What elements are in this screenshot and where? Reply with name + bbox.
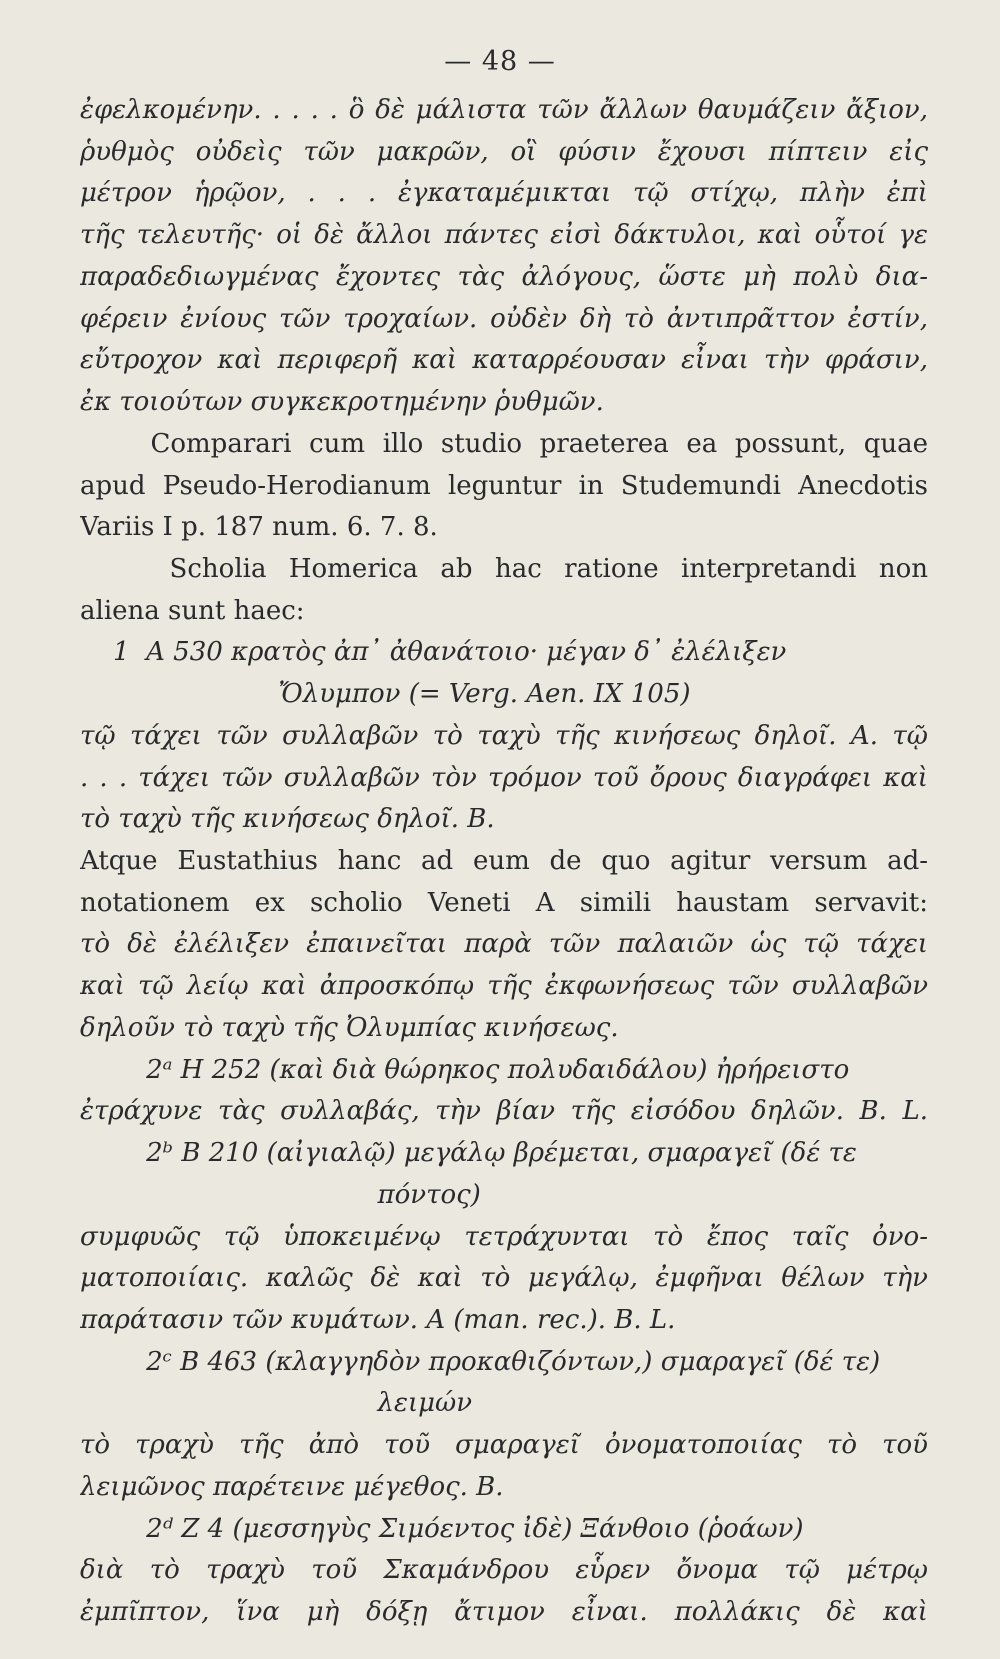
text-line: τὸ δὲ ἐλέλιξεν ἐπαινεῖται παρὰ τῶν παλαιῶν ὡς τῷ τάχει [80,929,928,959]
text-line: εὔτροχον καὶ περιφερῆ καὶ καταρρέουσαν εἶναι τὴν φράσιν, [80,345,928,375]
text-line: apud Pseudo-Herodianum leguntur in Studemundi Anecdotis [80,471,928,501]
text-line: Comparari cum illo studio praeterea ea possunt, quae [80,429,928,459]
text-line: τὸ τραχὺ τῆς ἀπὸ τοῦ σμαραγεῖ ὀνοματοποιίας τὸ τοῦ [80,1430,928,1460]
text-line: τῷ τάχει τῶν συλλαβῶν τὸ ταχὺ τῆς κινήσεως δηλοῖ. A. τῷ [80,721,928,751]
text-line: Ὄλυμπον (= Verg. Aen. IX 105) [80,679,691,709]
text-line: . . . τάχει τῶν συλλαβῶν τὸν τρόμον τοῦ ὄρους διαγράφει καὶ [80,763,928,793]
text-line: ἐκ τοιούτων συγκεκροτημένην ῥυθμῶν. [80,387,604,417]
text-line: τὸ ταχὺ τῆς κινήσεως δηλοῖ. B. [80,804,495,834]
text-line: παράτασιν τῶν κυμάτων. A (man. rec.). B. L. [80,1305,676,1335]
text-line: 2ᶜ Β 463 (κλαγγηδὸν προκαθιζόντων,) σμαραγεῖ (δέ τε) [80,1347,881,1377]
text-line: ἐμπῖπτον, ἵνα μὴ δόξῃ ἄτιμον εἶναι. πολλάκις δὲ καὶ [80,1597,928,1627]
text-line: ἐφελκομένην. . . . . ὃ δὲ μάλιστα τῶν ἄλλων θαυμάζειν ἄξιον, [80,95,928,125]
text-line: aliena sunt haec: [80,596,305,626]
text-line: 1 Α 530 κρατὸς ἀπ᾽ ἀθανάτοιο· μέγαν δ᾽ ἐλέλιξεν [80,637,787,667]
page-number: — 48 — [444,46,556,77]
text-line: λειμών [80,1388,473,1418]
text-line: καὶ τῷ λείῳ καὶ ἀπροσκόπῳ τῆς ἐκφωνήσεως τῶν συλλαβῶν [80,971,928,1001]
text-line: διὰ τὸ τραχὺ τοῦ Σκαμάνδρου εὗρεν ὄνομα τῷ μέτρῳ [80,1555,928,1585]
text-line: ματοποιίαις. καλῶς δὲ καὶ τὸ μεγάλῳ, ἐμφῆναι θέλων τὴν [80,1263,928,1293]
text-line: 2ᵃ Η 252 (καὶ διὰ θώρηκος πολυδαιδάλου) ἠρήρειστο [80,1055,850,1085]
text-line: λειμῶνος παρέτεινε μέγεθος. B. [80,1472,504,1502]
text-line: μέτρον ἡρῷον, . . . ἐγκαταμέμικται τῷ στίχῳ, πλὴν ἐπὶ [80,178,928,208]
text-line: παραδεδιωγμένας ἔχοντες τὰς ἀλόγους, ὥστε μὴ πολὺ δια- [80,262,928,292]
text-line: ῥυθμὸς οὐδεὶς τῶν μακρῶν, οἳ φύσιν ἔχουσι πίπτειν εἰς [80,137,928,167]
text-line: τῆς τελευτῆς· οἱ δὲ ἄλλοι πάντες εἰσὶ δάκτυλοι, καὶ οὗτοί γε [80,220,928,250]
text-line: Variis I p. 187 num. 6. 7. 8. [80,512,438,542]
text-line: Scholia Homerica ab hac ratione interpretandi non [80,554,928,584]
text-line: 2ᵇ Β 210 (αἰγιαλῷ) μεγάλῳ βρέμεται, σμαραγεῖ (δέ τε [80,1138,857,1168]
text-line: φέρειν ἐνίους τῶν τροχαίων. οὐδὲν δὴ τὸ ἀντιπρᾶττον ἐστίν, [80,304,928,334]
text-line: πόντος) [80,1180,481,1210]
text-line: ἐτράχυνε τὰς συλλαβάς, τὴν βίαν τῆς εἰσόδου δηλῶν. B. L. [80,1096,928,1126]
text-line: notationem ex scholio Veneti A simili haustam servavit: [80,888,928,918]
text-line: Atque Eustathius hanc ad eum de quo agitur versum ad- [80,846,928,876]
text-line: δηλοῦν τὸ ταχὺ τῆς Ὀλυμπίας κινήσεως. [80,1013,619,1043]
text-line: συμφυῶς τῷ ὑποκειμένῳ τετράχυνται τὸ ἔπος ταῖς ὀνο- [80,1222,928,1252]
text-line: 2ᵈ Ζ 4 (μεσσηγὺς Σιμόεντος ἰδὲ) Ξάνθοιο (ῥοάων) [80,1514,804,1544]
